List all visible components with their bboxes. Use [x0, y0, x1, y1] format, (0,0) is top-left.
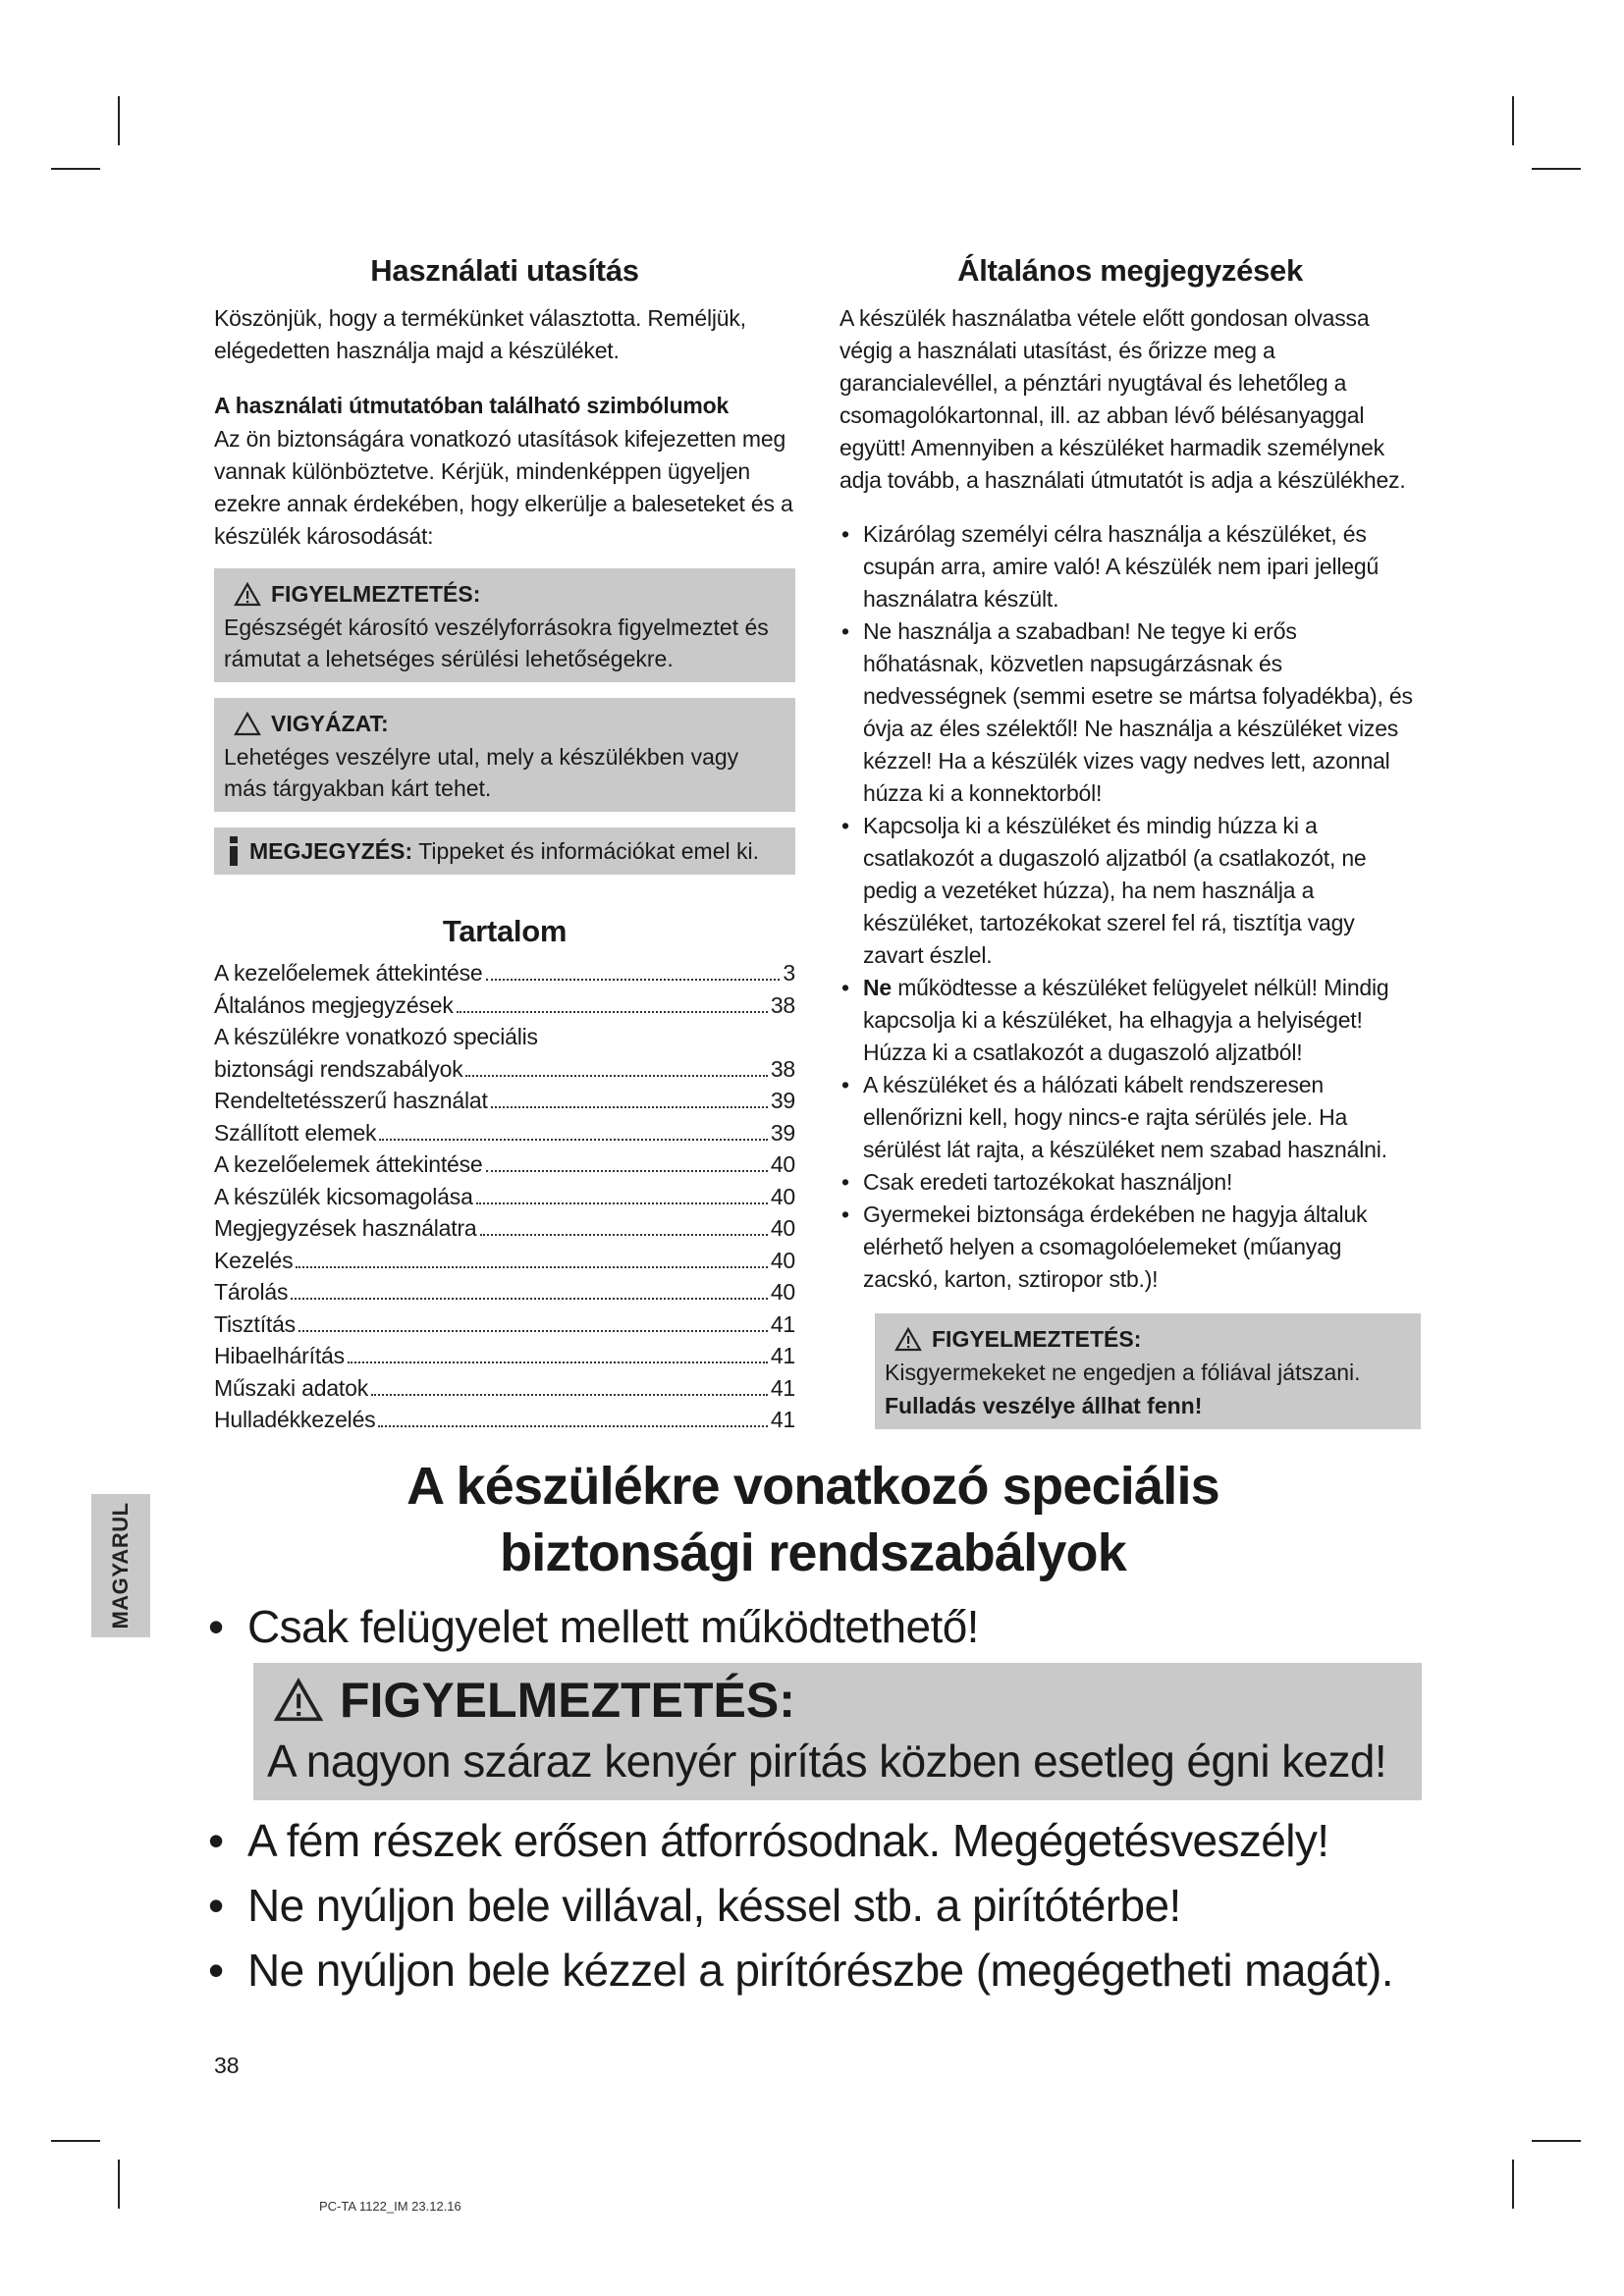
- note-label: MEGJEGYZÉS:: [249, 838, 413, 864]
- general-intro-text: A készülék használatba vétele előtt gondosan olvassa végig a használati utasítást, és őrizze meg a garancialevéllel, a pénztári nyugtával és lehetőleg a csomagolókartonnal, ill. az abban lévő bélésanyaggal együtt! Amennyiben a készüléket harmadik személynek adja tovább, a használati útmutatót is adja a készülékhez.: [839, 305, 1406, 493]
- warning-label: FIGYELMEZTETÉS:: [932, 1326, 1142, 1352]
- list-item: • Kapcsolja ki a készüléket és mindig húzza ki a csatlakozót a dugaszoló aljzatból (a csatlakozót, ne pedig a vezetéket húzza), ha nem használja a készüléket, tartozékokat szerel fel rá, tisztítja vagy zavart észlel.: [841, 813, 1367, 968]
- toc-row[interactable]: Hibaelhárítás 41: [214, 1343, 795, 1368]
- toc-row[interactable]: Műszaki adatok 41: [214, 1374, 795, 1401]
- warning-label: FIGYELMEZTETÉS:: [340, 1673, 795, 1728]
- list-item: • Csak felügyelet mellett működtethető!: [208, 1601, 979, 1652]
- caution-box: [214, 698, 795, 812]
- safety-rules-section: [204, 1453, 1422, 2002]
- warning-label: FIGYELMEZTETÉS:: [271, 581, 481, 607]
- toc-row[interactable]: A készülékre vonatkozó speciális: [214, 1024, 538, 1049]
- crop-mark: [51, 2140, 100, 2142]
- warning-text-bold: Fulladás veszélye állhat fenn!: [885, 1393, 1203, 1418]
- section-title-general-notes: Általános megjegyzések: [957, 253, 1303, 288]
- list-item: • Ne használja a szabadban! Ne tegye ki erős hőhatásnak, közvetlen napsugárzásnak és nedvességnek (semmi esetre se mártsa folyadékba), és óvja az éles szélektől! Ne használja a készüléket vizes kézzel! Ha a készülék vizes vagy nedves lett, azonnal húzza ki a konnektorból!: [841, 618, 1413, 806]
- toc-row[interactable]: A készülék kicsomagolása 40: [214, 1183, 795, 1209]
- list-item: • Gyermekei biztonsága érdekében ne hagyja általuk elérhető helyen a csomagolóelemeket (műanyag zacskó, karton, sztiropor stb.)!: [841, 1201, 1368, 1292]
- note-box: [214, 828, 795, 875]
- toc-row[interactable]: A kezelőelemek áttekintése 3: [214, 960, 795, 986]
- packaging-warning-box: [875, 1313, 1421, 1429]
- note-text: Tippeket és információkat emel ki.: [418, 838, 759, 864]
- left-column: [214, 253, 795, 1436]
- toc-row[interactable]: Szállított elemek 39: [214, 1119, 795, 1146]
- list-item: • Ne nyúljon bele villával, késsel stb. a pirítótérbe!: [208, 1880, 1181, 1931]
- safety-rules-title: A készülékre vonatkozó speciális biztonsági rendszabályok: [406, 1457, 1219, 1582]
- list-item: • Ne nyúljon bele kézzel a pirítórészbe (megégetheti magát).: [208, 1945, 1393, 1996]
- intro-text: Köszönjük, hogy a termékünket választotta. Reméljük, elégedetten használja majd a készüléket.: [214, 305, 746, 363]
- symbols-text: Az ön biztonságára vonatkozó utasítások kifejezetten meg vannak különböztetve. Kérjük, mindenképpen ügyeljen ezekre annak érdekében, hogy elkerülje a baleseteket és a készülék károsodását:: [214, 426, 793, 549]
- warning-text: A nagyon száraz kenyér pirítás közben esetleg égni kezd!: [267, 1735, 1387, 1787]
- toc-title: Tartalom: [442, 914, 568, 948]
- list-item: • A fém részek erősen átforrósodnak. Megégetésveszély!: [208, 1815, 1329, 1866]
- warning-text: Egészségét károsító veszélyforrásokra figyelmeztet és rámutat a lehetséges sérülési lehetőségekre.: [224, 614, 769, 671]
- warning-triangle-icon: [273, 1678, 324, 1723]
- general-bullet-list: [839, 518, 1421, 1296]
- page-number: 38: [214, 2053, 240, 2078]
- toc-row[interactable]: Megjegyzések használatra 40: [214, 1215, 795, 1241]
- caution-triangle-icon: [234, 712, 261, 736]
- crop-mark: [1512, 96, 1514, 145]
- list-item: • A készüléket és a hálózati kábelt rendszeresen ellenőrizni kell, hogy nincs-e rajta sérülés jele. Ha sérülést lát rajta, a készüléket nem szabad használni.: [841, 1072, 1387, 1162]
- table-of-contents: [214, 957, 795, 1436]
- toc-row[interactable]: Általános megjegyzések 38: [214, 991, 795, 1018]
- right-column: [839, 253, 1421, 1429]
- toc-row[interactable]: Tisztítás 41: [214, 1310, 795, 1337]
- toc-row[interactable]: A kezelőelemek áttekintése 40: [214, 1151, 795, 1177]
- toc-row[interactable]: Hulladékkezelés 41: [214, 1407, 795, 1432]
- caution-text: Lehetéges veszélyre utal, mely a készülékben vagy más tárgyakban kárt tehet.: [224, 744, 739, 801]
- toc-row[interactable]: Rendeltetésszerű használat 39: [214, 1088, 795, 1113]
- crop-mark: [1512, 2160, 1514, 2209]
- big-warning-box: [253, 1663, 1422, 1800]
- toc-row[interactable]: Kezelés 40: [214, 1247, 795, 1273]
- crop-mark: [51, 168, 100, 170]
- warning-text: Kisgyermekeket ne engedjen a fóliával játszani.: [885, 1360, 1361, 1385]
- symbols-heading: A használati útmutatóban található szimbólumok: [214, 393, 730, 418]
- crop-mark: [118, 2160, 120, 2209]
- crop-mark: [1532, 2140, 1581, 2142]
- list-item: • Kizárólag személyi célra használja a készüléket, és csupán arra, amire való! A készülék nem ipari jellegű használatra készült.: [841, 521, 1380, 612]
- section-title-instructions: Használati utasítás: [370, 253, 639, 288]
- list-item: • Ne működtesse a készüléket felügyelet nélkül! Mindig kapcsolja ki a készüléket, ha elhagyja a helyiséget! Húzza ki a csatlakozót a dugaszoló aljzatból!: [841, 975, 1389, 1065]
- info-icon: [228, 836, 240, 866]
- toc-row[interactable]: Tárolás 40: [214, 1279, 795, 1305]
- crop-mark: [118, 96, 120, 145]
- toc-row[interactable]: biztonsági rendszabályok 38: [214, 1055, 795, 1082]
- list-item: • Csak eredeti tartozékokat használjon!: [841, 1169, 1233, 1195]
- language-tab: MAGYARUL: [91, 1494, 150, 1637]
- caution-label: VIGYÁZAT:: [271, 711, 389, 736]
- warning-triangle-icon: [234, 582, 261, 607]
- warning-box: [214, 568, 795, 682]
- warning-triangle-icon: [894, 1327, 922, 1352]
- crop-mark: [1532, 168, 1581, 170]
- footer-code: PC-TA 1122_IM 23.12.16: [319, 2199, 461, 2214]
